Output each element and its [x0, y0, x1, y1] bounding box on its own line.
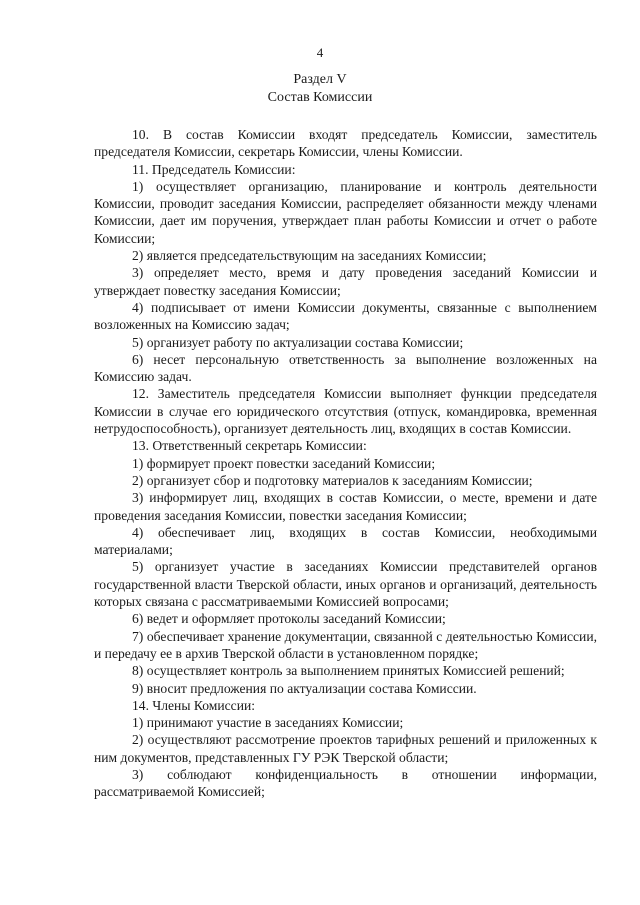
paragraph: 4) обеспечивает лиц, входящих в состав Комиссии, необходимыми материалами; [94, 524, 597, 558]
section-title: Раздел V [293, 72, 347, 87]
paragraph: 4) подписывает от имени Комиссии документы, связанные с выполнением возложенных на Комиссию задач; [94, 299, 597, 333]
paragraph: 5) организует участие в заседаниях Комиссии представителей органов государственной власти Тверской области, иных органов и организаций, деятельность которых связана с рассматриваемыми Комиссией вопросами; [94, 559, 597, 610]
paragraph: 6) несет персональную ответственность за выполнение возложенных на Комиссию задач. [94, 351, 597, 385]
paragraph: 3) информирует лиц, входящих в состав Комиссии, о месте, времени и дате проведения заседания Комиссии, повестки заседания Комиссии; [94, 490, 597, 523]
paragraph: 6) ведет и оформляет протоколы заседаний Комиссии; [132, 611, 446, 627]
paragraph: 5) организует работу по актуализации состава Комиссии; [132, 334, 464, 350]
document-body [94, 126, 597, 801]
paragraph: 11. Председатель Комиссии: [132, 161, 296, 177]
paragraph: 1) формирует проект повестки заседаний Комиссии; [132, 455, 436, 471]
paragraph: 7) обеспечивает хранение документации, связанной с деятельностью Комиссии, и передачу ее в архив Тверской области в установленном порядке; [94, 628, 597, 661]
paragraph: 13. Ответственный секретарь Комиссии: [132, 438, 367, 454]
paragraph: 2) осуществляют рассмотрение проектов тарифных решений и приложенных к ним документов, представленных ГУ РЭК Тверской области; [94, 732, 597, 765]
paragraph: 3) соблюдают конфиденциальность в отношении информации, рассматриваемой Комиссией; [94, 766, 597, 800]
page-number: 4 [316, 45, 324, 60]
paragraph: 14. Члены Комиссии: [132, 697, 256, 713]
paragraph: 2) организует сбор и подготовку материалов к заседаниям Комиссии; [132, 472, 533, 488]
paragraph: 2) является председательствующим на заседаниях Комиссии; [132, 248, 487, 264]
paragraph: 9) вносит предложения по актуализации состава Комиссии. [132, 680, 477, 696]
paragraph: 3) определяет место, время и дату проведения заседаний Комиссии и утверждает повестку заседания Комиссии; [94, 265, 597, 298]
paragraph: 1) принимают участие в заседаниях Комиссии; [132, 715, 404, 731]
paragraph: 12. Заместитель председателя Комиссии выполняет функции председателя Комиссии в случае его юридического отсутствия (отпуск, командировка, временная нетрудоспособность), организует деятельность лиц, входящих в состав Комиссии. [94, 386, 597, 437]
section-subtitle: Состав Комиссии [267, 90, 373, 105]
paragraph: 8) осуществляет контроль за выполнением принятых Комиссией решений; [132, 663, 565, 679]
paragraph: 10. В состав Комиссии входят председатель Комиссии, заместитель председателя Комиссии, секретарь Комиссии, члены Комиссии. [94, 127, 597, 160]
paragraph: 1) осуществляет организацию, планирование и контроль деятельности Комиссии, проводит заседания Комиссии, распределяет обязанности между членами Комиссии, дает им поручения, утверждает план работы Комиссии и отчет о работе Комиссии; [94, 178, 597, 246]
